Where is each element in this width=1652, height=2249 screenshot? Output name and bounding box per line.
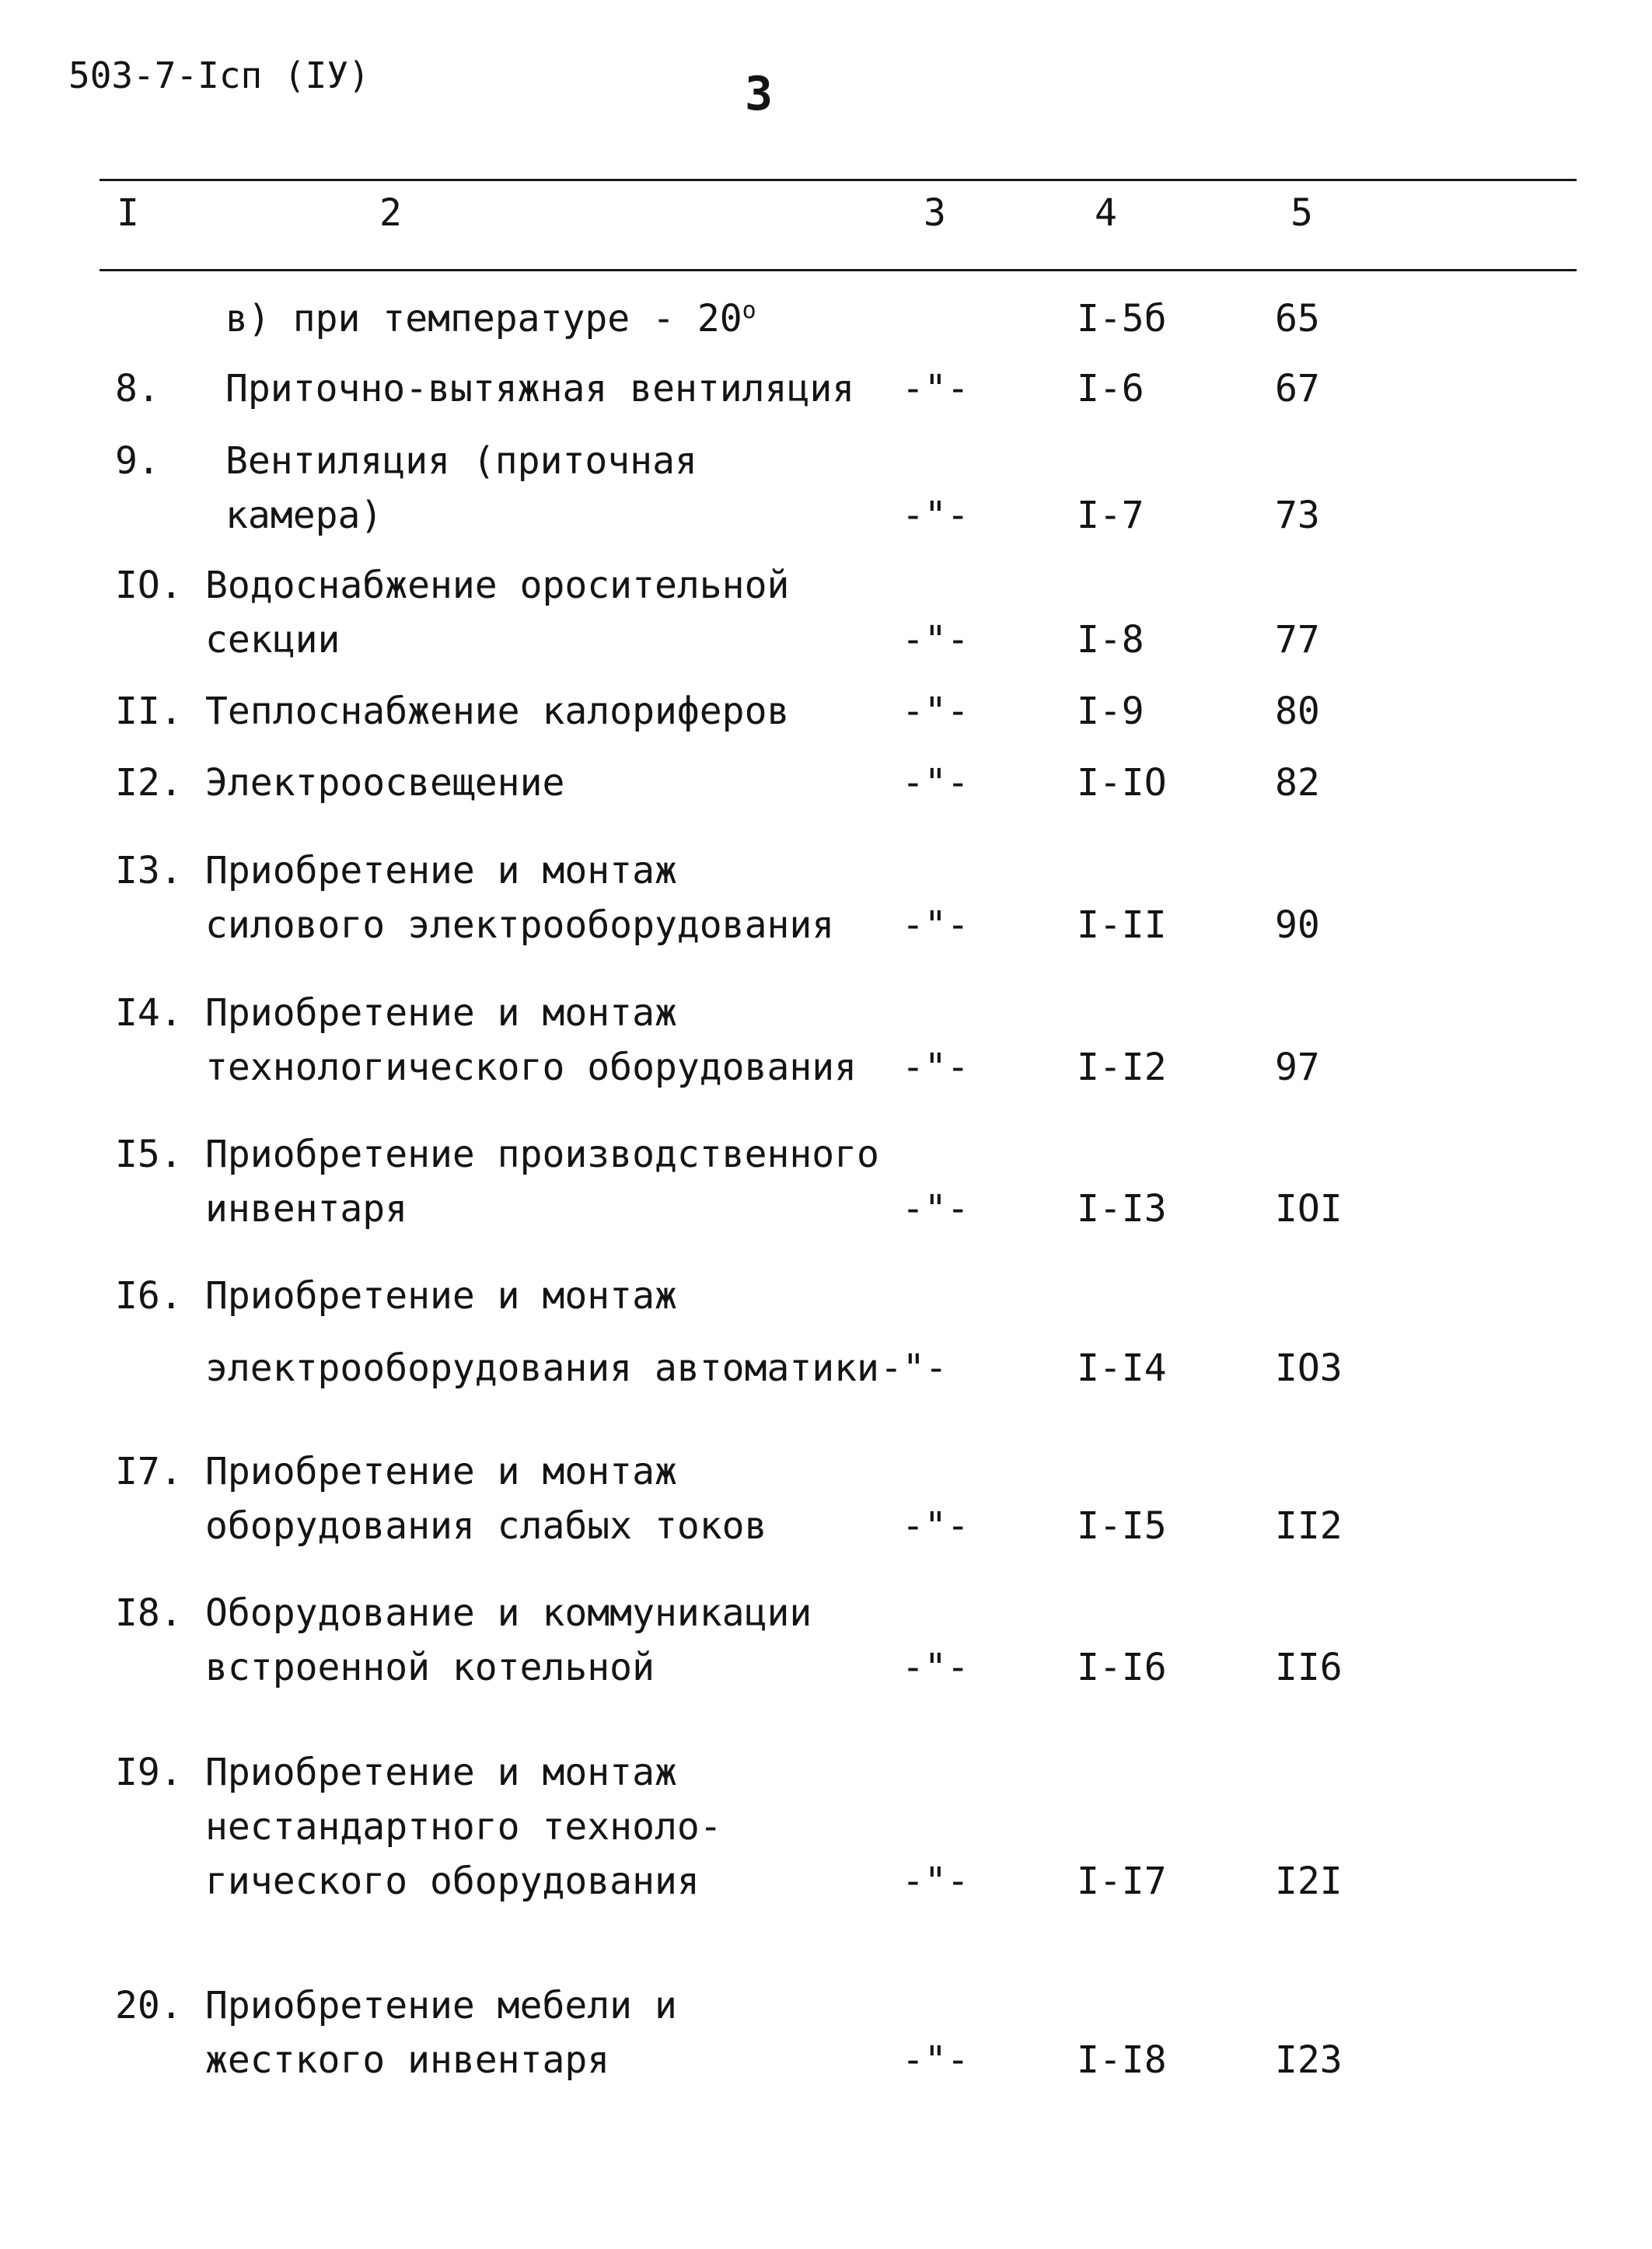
- row-ditto: -"-: [902, 1860, 969, 1903]
- row-page: II6: [1275, 1646, 1343, 1689]
- table-top-rule: [100, 179, 1577, 181]
- row-page: 90: [1275, 903, 1320, 947]
- row-number: I4.: [115, 991, 183, 1035]
- page-number: 3: [745, 67, 774, 121]
- row-sheet-ref: I-II: [1077, 903, 1167, 947]
- row-page: 82: [1275, 761, 1320, 805]
- row-name-line: Приточно-вытяжная вентиляция: [225, 367, 855, 410]
- row-sheet-ref: I-I3: [1077, 1187, 1167, 1231]
- row-ditto: -"-: [902, 903, 969, 947]
- row-page: 77: [1275, 618, 1320, 662]
- row-name-line: встроенной котельной: [205, 1646, 655, 1689]
- row-number: I8.: [115, 1591, 183, 1635]
- row-number: I2.: [115, 761, 183, 805]
- row-sheet-ref: I-I2: [1077, 1046, 1167, 1089]
- row-page: 73: [1275, 494, 1320, 537]
- row-ditto: -"-: [902, 1046, 969, 1089]
- row-name-line: Водоснабжение оросительной: [205, 564, 790, 607]
- row-number: 9.: [115, 439, 160, 483]
- document-code: 503-7-Iсп (IУ): [68, 54, 370, 96]
- row-name-line: жесткого инвентаря: [205, 2038, 610, 2082]
- row-ditto: -"-: [902, 618, 969, 662]
- column-header-1: I: [117, 191, 139, 235]
- row-sheet-ref: I-I7: [1077, 1860, 1167, 1903]
- row-ditto: -"-: [902, 1646, 969, 1689]
- row-name-line: силового электрооборудования: [205, 903, 835, 947]
- row-ditto: -"-: [902, 1187, 969, 1231]
- row-name-line: Теплоснабжение калориферов: [205, 690, 790, 733]
- row-page: II2: [1275, 1504, 1343, 1548]
- row-name-line: Приобретение и монтаж: [205, 991, 677, 1035]
- row-ditto: -"-: [902, 1504, 969, 1548]
- row-sheet-ref: I-I6: [1077, 1646, 1167, 1689]
- row-number: I3.: [115, 849, 183, 892]
- row-number: II.: [115, 690, 183, 733]
- row-page: 80: [1275, 690, 1320, 733]
- row-name-line: Оборудование и коммуникации: [205, 1591, 812, 1635]
- row-sheet-ref: I-5б: [1077, 297, 1167, 340]
- row-sheet-ref: I-8: [1077, 618, 1144, 662]
- row-ditto: -"-: [902, 761, 969, 805]
- row-name-line: гического оборудования: [205, 1860, 700, 1903]
- row-page: IOI: [1275, 1187, 1343, 1231]
- row-name-line: нестандартного техноло-: [205, 1805, 722, 1849]
- row-sheet-ref: I-I4: [1077, 1346, 1167, 1390]
- row-name-line: секции: [205, 618, 341, 662]
- row-sheet-ref: I-IO: [1077, 761, 1167, 805]
- column-header-2: 2: [379, 191, 402, 235]
- row-sheet-ref: I-6: [1077, 367, 1144, 410]
- row-name-line: Приобретение и монтаж: [205, 1751, 677, 1794]
- row-name-line: электрооборудования автоматики: [205, 1346, 879, 1390]
- row-name-line: Приобретение и монтаж: [205, 1274, 677, 1318]
- row-name-line: в) при температуре - 20$^o$: [225, 297, 756, 340]
- row-number: IO.: [115, 564, 183, 607]
- row-name-line: Вентиляция (приточная: [225, 439, 697, 483]
- row-name-line: Электроосвещение: [205, 761, 565, 805]
- row-name-line: Приобретение производственного: [205, 1133, 879, 1176]
- row-number: I6.: [115, 1274, 183, 1318]
- column-header-4: 4: [1095, 191, 1117, 235]
- row-page: 65: [1275, 297, 1320, 340]
- row-ditto: -"-: [880, 1346, 948, 1390]
- row-ditto: -"-: [902, 690, 969, 733]
- row-ditto: -"-: [902, 494, 969, 537]
- row-ditto: -"-: [902, 2038, 969, 2082]
- row-number: I9.: [115, 1751, 183, 1794]
- row-name-line: Приобретение мебели и: [205, 1984, 677, 2027]
- row-sheet-ref: I-9: [1077, 690, 1144, 733]
- row-name-line: Приобретение и монтаж: [205, 849, 677, 892]
- row-ditto: -"-: [902, 367, 969, 410]
- row-name-line: Приобретение и монтаж: [205, 1450, 677, 1493]
- row-number: I5.: [115, 1133, 183, 1176]
- row-page: 67: [1275, 367, 1320, 410]
- table-header-rule: [100, 269, 1577, 271]
- row-number: I7.: [115, 1450, 183, 1493]
- row-sheet-ref: I-7: [1077, 494, 1144, 537]
- row-sheet-ref: I-I5: [1077, 1504, 1167, 1548]
- row-page: IO3: [1275, 1346, 1343, 1390]
- row-sheet-ref: I-I8: [1077, 2038, 1167, 2082]
- row-page: I2I: [1275, 1860, 1343, 1903]
- column-header-5: 5: [1291, 191, 1313, 235]
- column-header-3: 3: [924, 191, 946, 235]
- row-page: I23: [1275, 2038, 1343, 2082]
- degree-mark: o: [742, 297, 756, 324]
- row-name-line: инвентаря: [205, 1187, 408, 1231]
- row-name-line: оборудования слабых токов: [205, 1504, 767, 1548]
- row-page: 97: [1275, 1046, 1320, 1089]
- row-name-line: камера): [225, 494, 383, 537]
- row-number: 8.: [115, 367, 160, 410]
- row-name-line: технологического оборудования: [205, 1046, 857, 1089]
- row-number: 20.: [115, 1984, 183, 2027]
